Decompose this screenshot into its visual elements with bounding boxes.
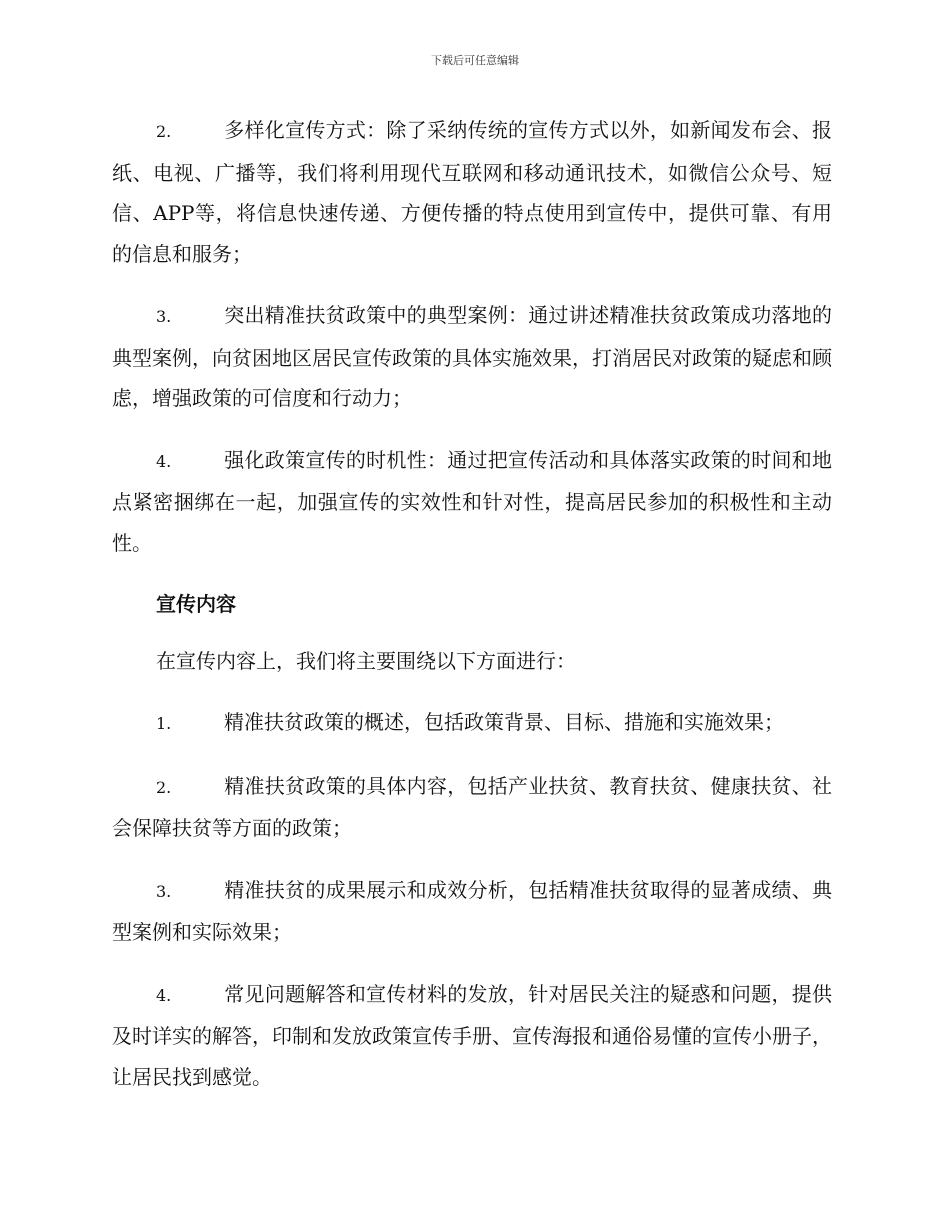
list-item-number: 4.	[156, 985, 172, 1005]
list-item-text: 突出精准扶贫政策中的典型案例：通过讲述精准扶贫政策成功落地的典型案例，向贫困地区居民宣传政策的具体实施效果，打消居民对政策的疑虑和顾虑，增强政策的可信度和行动力；	[112, 303, 832, 410]
section-heading: 宣传内容	[156, 592, 236, 616]
page-header-note: 下载后可任意编辑	[431, 54, 519, 67]
list-item-text: 强化政策宣传的时机性：通过把宣传活动和具体落实政策的时间和地点紧密捆绑在一起，加强宣传的实效性和针对性，提高居民参加的积极性和主动性。	[112, 447, 832, 555]
list-item-number: 1.	[156, 714, 172, 733]
list-item-number: 2.	[156, 777, 172, 797]
list-item	[112, 295, 832, 419]
document-body	[112, 110, 832, 1118]
section-intro: 在宣传内容上，我们将主要围绕以下方面进行：	[156, 649, 576, 673]
list-item	[112, 110, 832, 274]
list-item-number: 3.	[156, 307, 172, 326]
list-item	[112, 702, 832, 745]
list-item	[112, 766, 832, 849]
list-item	[112, 974, 832, 1098]
list-item-text: 精准扶贫的成果展示和成效分析，包括精准扶贫取得的显著成绩、典型案例和实际效果；	[112, 877, 832, 944]
list-item	[112, 870, 832, 953]
list-item-text: 精准扶贫政策的概述，包括政策背景、目标、措施和实施效果；	[224, 710, 784, 734]
list-item-text: 多样化宣传方式：除了采纳传统的宣传方式以外，如新闻发布会、报纸、电视、广播等，我们将利用现代互联网和移动通讯技术，如微信公众号、短信、APP等，将信息快速传递、方便传播的特点使用到宣传中，提供可靠、有用的信息和服务；	[112, 118, 832, 266]
list-item	[112, 440, 832, 564]
list-item-number: 3.	[156, 881, 172, 901]
list-item-text: 精准扶贫政策的具体内容，包括产业扶贫、教育扶贫、健康扶贫、社会保障扶贫等方面的政策；	[112, 773, 832, 840]
list-item-number: 2.	[156, 122, 172, 141]
list-item-number: 4.	[156, 451, 172, 471]
list-item-text: 常见问题解答和宣传材料的发放，针对居民关注的疑惑和问题，提供及时详实的解答，印制和发放政策宣传手册、宣传海报和通俗易懂的宣传小册子，让居民找到感觉。	[112, 981, 832, 1089]
